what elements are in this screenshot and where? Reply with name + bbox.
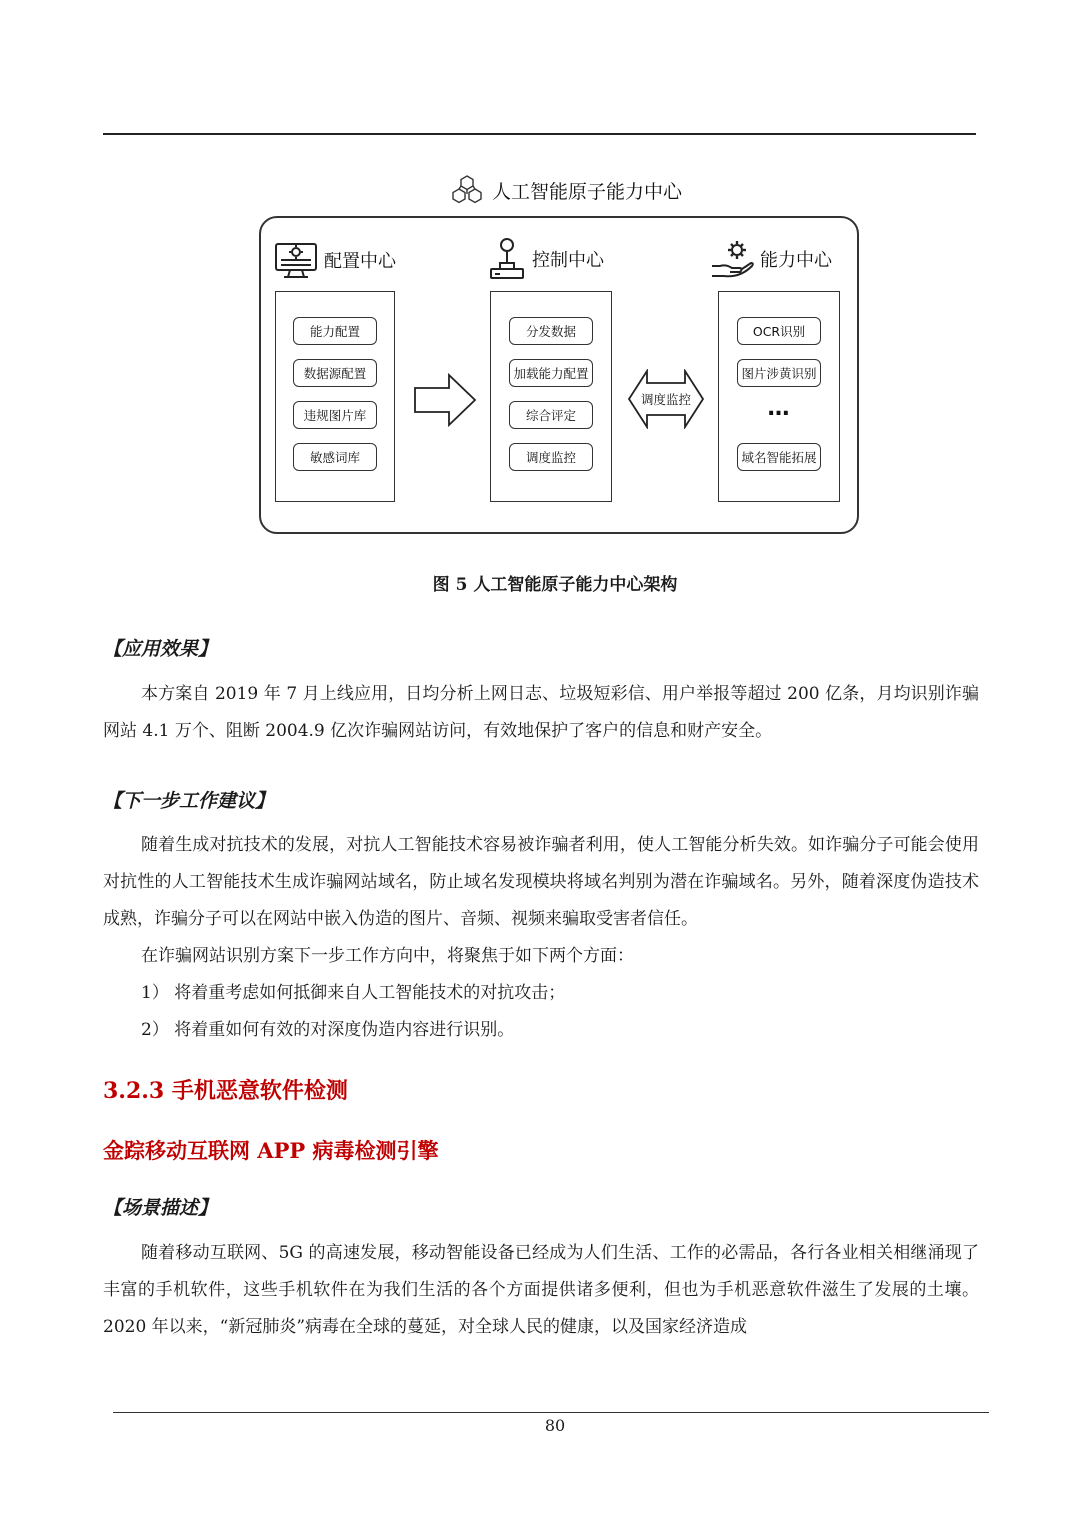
- network-cube-icon: [450, 173, 484, 207]
- figure-caption: 图 5 人工智能原子能力中心架构: [432, 575, 678, 595]
- architecture-diagram: [0, 0, 1080, 600]
- section-heading-scene: 【场景描述】: [103, 1197, 218, 1219]
- ability-item: 域名智能拓展: [737, 443, 821, 471]
- ability-center-label: 能力中心: [760, 250, 832, 271]
- heading-4: 金踪移动互联网 APP 病毒检测引擎: [103, 1138, 439, 1163]
- ability-item: 图片涉黄识别: [737, 359, 821, 387]
- control-center-label: 控制中心: [532, 250, 604, 271]
- section-heading-effect: 【应用效果】: [103, 638, 218, 660]
- diagram-title-text: 人工智能原子能力中心: [492, 180, 683, 203]
- config-item: 能力配置: [293, 317, 377, 345]
- config-center-box: [275, 291, 395, 502]
- list-item: 1） 将着重考虑如何抵御来自人工智能技术的对抗攻击；: [141, 983, 566, 1003]
- paragraph: 随着生成对抗技术的发展，对抗人工智能技术容易被诈骗者利用，使人工智能分析失效。如诈骗分子可能会使用对抗性的人工智能技术生成诈骗网站域名，防止域名发现模块将域名判别为潜在诈骗域名。另外，随着深度伪造技术成熟，诈骗分子可以在网站中嵌入伪造的图片、音频、视频来骗取受害者信任。: [103, 835, 979, 929]
- next-body: [103, 827, 979, 1049]
- effect-body: [103, 676, 979, 750]
- section-heading-next: 【下一步工作建议】: [103, 790, 275, 812]
- ability-item: OCR识别: [737, 317, 821, 345]
- scene-body: [103, 1235, 979, 1346]
- flow-arrow-icon: [413, 373, 477, 427]
- control-item: 调度监控: [509, 443, 593, 471]
- footer-rule: [113, 1412, 989, 1413]
- control-center-header: [488, 236, 604, 282]
- exchange-label: 调度监控: [641, 392, 692, 407]
- page-number: 80: [544, 1416, 566, 1435]
- config-item: 数据源配置: [293, 359, 377, 387]
- config-item: 违规图片库: [293, 401, 377, 429]
- control-center-box: [490, 291, 612, 502]
- diagram-title: [450, 174, 682, 206]
- config-center-label: 配置中心: [324, 251, 396, 272]
- ability-center-box: [718, 291, 840, 502]
- heading-3: 3.2.3 手机恶意软件检测: [103, 1078, 348, 1104]
- hand-gear-icon: [710, 238, 756, 280]
- list-item: 2） 将着重如何有效的对深度伪造内容进行识别。: [141, 1020, 515, 1040]
- ellipsis: …: [767, 396, 791, 421]
- ability-center-header: [710, 238, 832, 280]
- joystick-icon: [488, 236, 528, 282]
- paragraph: 随着移动互联网、5G 的高速发展，移动智能设备已经成为人们生活、工作的必需品，各行各业相关相继涌现了丰富的手机软件，这些手机软件在为我们生活的各个方面提供诸多便利，但也为手机恶意软件滋生了发展的土壤。2020 年以来，“新冠肺炎”病毒在全球的蔓延，对全球人民的健康，以及国家经济造成: [103, 1243, 979, 1337]
- control-item: 加载能力配置: [509, 359, 593, 387]
- control-item: 综合评定: [509, 401, 593, 429]
- config-center-header: [274, 240, 396, 280]
- config-item: 敏感词库: [293, 443, 377, 471]
- control-item: 分发数据: [509, 317, 593, 345]
- paragraph: 本方案自 2019 年 7 月上线应用，日均分析上网日志、垃圾短彩信、用户举报等超过 200 亿条，月均识别诈骗网站 4.1 万个、阻断 2004.9 亿次诈骗网站访问，有效地保护了客户的信息和财产安全。: [103, 684, 979, 741]
- monitor-gear-icon: [274, 240, 320, 280]
- paragraph: 在诈骗网站识别方案下一步工作方向中，将聚焦于如下两个方面：: [141, 946, 634, 966]
